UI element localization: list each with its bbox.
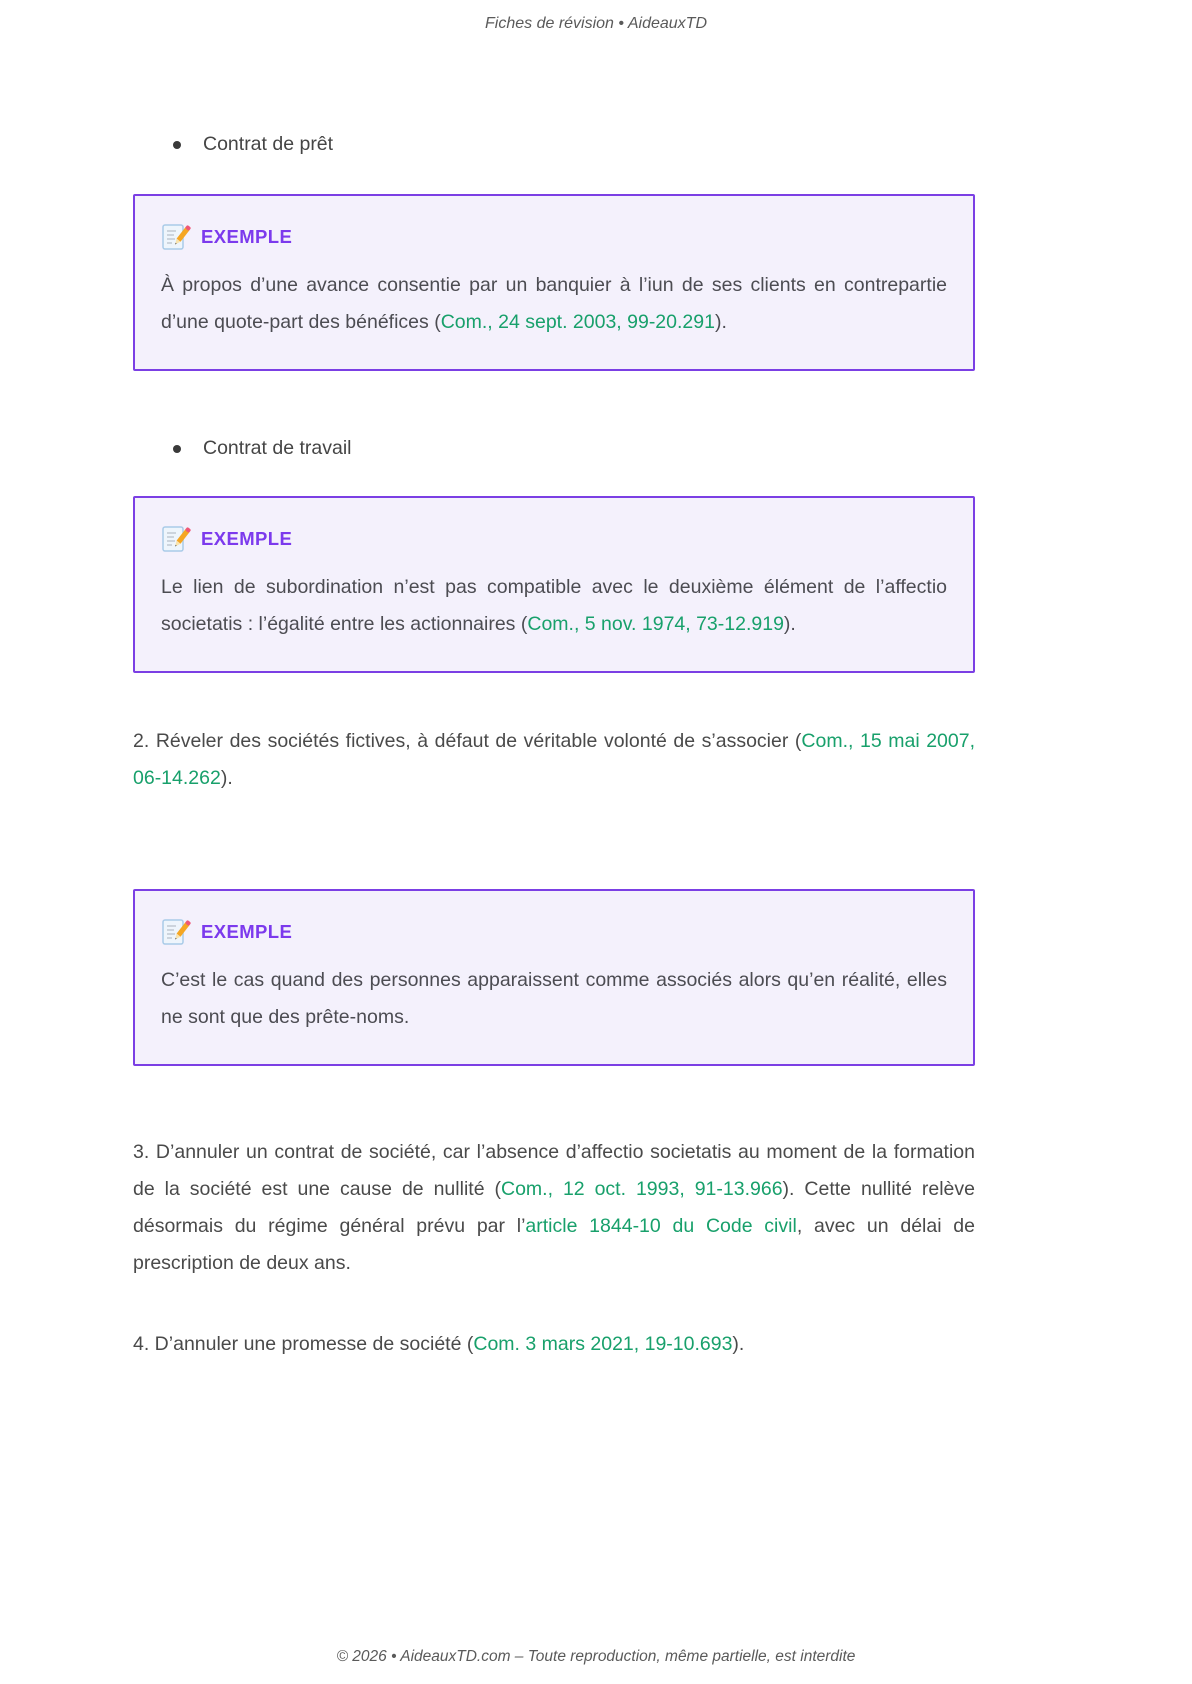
citation-link[interactable]: article 1844-10 du Code civil bbox=[525, 1215, 797, 1237]
citation-link[interactable]: Com., 24 sept. 2003, 99-20.291 bbox=[440, 311, 715, 333]
document-content bbox=[133, 133, 975, 1363]
memo-icon bbox=[161, 917, 191, 947]
list-item-contrat-de-travail bbox=[173, 437, 975, 460]
page-header: Fiches de révision • AideauxTD bbox=[485, 15, 707, 32]
memo-icon bbox=[161, 524, 191, 554]
text-segment: ). bbox=[783, 613, 796, 635]
example-text bbox=[161, 962, 947, 1036]
example-box-pret bbox=[133, 194, 975, 371]
example-box-header bbox=[161, 524, 947, 554]
bullet-icon bbox=[173, 141, 181, 149]
citation-link[interactable]: Com., 12 oct. 1993, 91-13.966 bbox=[500, 1178, 783, 1200]
example-label: EXEMPLE bbox=[201, 528, 293, 549]
text-segment: 3. D’annuler un contrat de société, car l’absence d’affectio societatis au moment de la formation de la société est une cause de nullité ( bbox=[133, 1141, 975, 1200]
text-segment: Le lien de subordination n’est pas compatible avec le deuxième élément de l’affectio societatis : l’égalité entre les actionnaires ( bbox=[161, 576, 947, 635]
citation-link[interactable]: Com. 3 mars 2021, 19-10.693 bbox=[473, 1333, 733, 1355]
example-label: EXEMPLE bbox=[201, 226, 293, 247]
text-segment: C’est le cas quand des personnes apparaissent comme associés alors qu’en réalité, elles ne sont que des prête-noms. bbox=[161, 969, 947, 1028]
text-segment: 2. Réveler des sociétés fictives, à défaut de véritable volonté de s’associer ( bbox=[133, 730, 802, 752]
list-item-label: Contrat de travail bbox=[203, 437, 352, 459]
paragraph-4 bbox=[133, 1326, 975, 1363]
list-item-label: Contrat de prêt bbox=[203, 133, 334, 155]
citation-link[interactable]: Com., 15 mai 2007, 06-14.262 bbox=[133, 730, 976, 789]
text-segment: ). bbox=[732, 1333, 745, 1355]
paragraph-3 bbox=[133, 1134, 975, 1282]
example-text bbox=[161, 569, 947, 643]
page-footer: © 2026 • AideauxTD.com – Toute reproduction, même partielle, est interdite bbox=[336, 1648, 856, 1665]
text-segment: ). bbox=[220, 767, 233, 789]
example-label: EXEMPLE bbox=[201, 921, 293, 942]
memo-icon bbox=[161, 222, 191, 252]
example-box-header bbox=[161, 222, 947, 252]
example-box-travail bbox=[133, 496, 975, 673]
text-segment: , avec un délai de prescription de deux ans. bbox=[133, 1215, 975, 1274]
bullet-icon bbox=[173, 445, 181, 453]
text-segment: ). Cette nullité relève désormais du régime général prévu par l’ bbox=[133, 1178, 975, 1237]
example-box-header bbox=[161, 917, 947, 947]
list-item-contrat-de-pret bbox=[173, 133, 975, 156]
example-box-prete-noms bbox=[133, 889, 975, 1066]
text-segment: 4. D’annuler une promesse de société ( bbox=[133, 1333, 474, 1355]
paragraph-2 bbox=[133, 723, 975, 797]
citation-link[interactable]: Com., 5 nov. 1974, 73-12.919 bbox=[527, 613, 784, 635]
text-segment: À propos d’une avance consentie par un banquier à l’iun de ses clients en contrepartie d’une quote-part des bénéfices ( bbox=[161, 274, 947, 333]
text-segment: ). bbox=[714, 311, 727, 333]
example-text bbox=[161, 267, 947, 341]
